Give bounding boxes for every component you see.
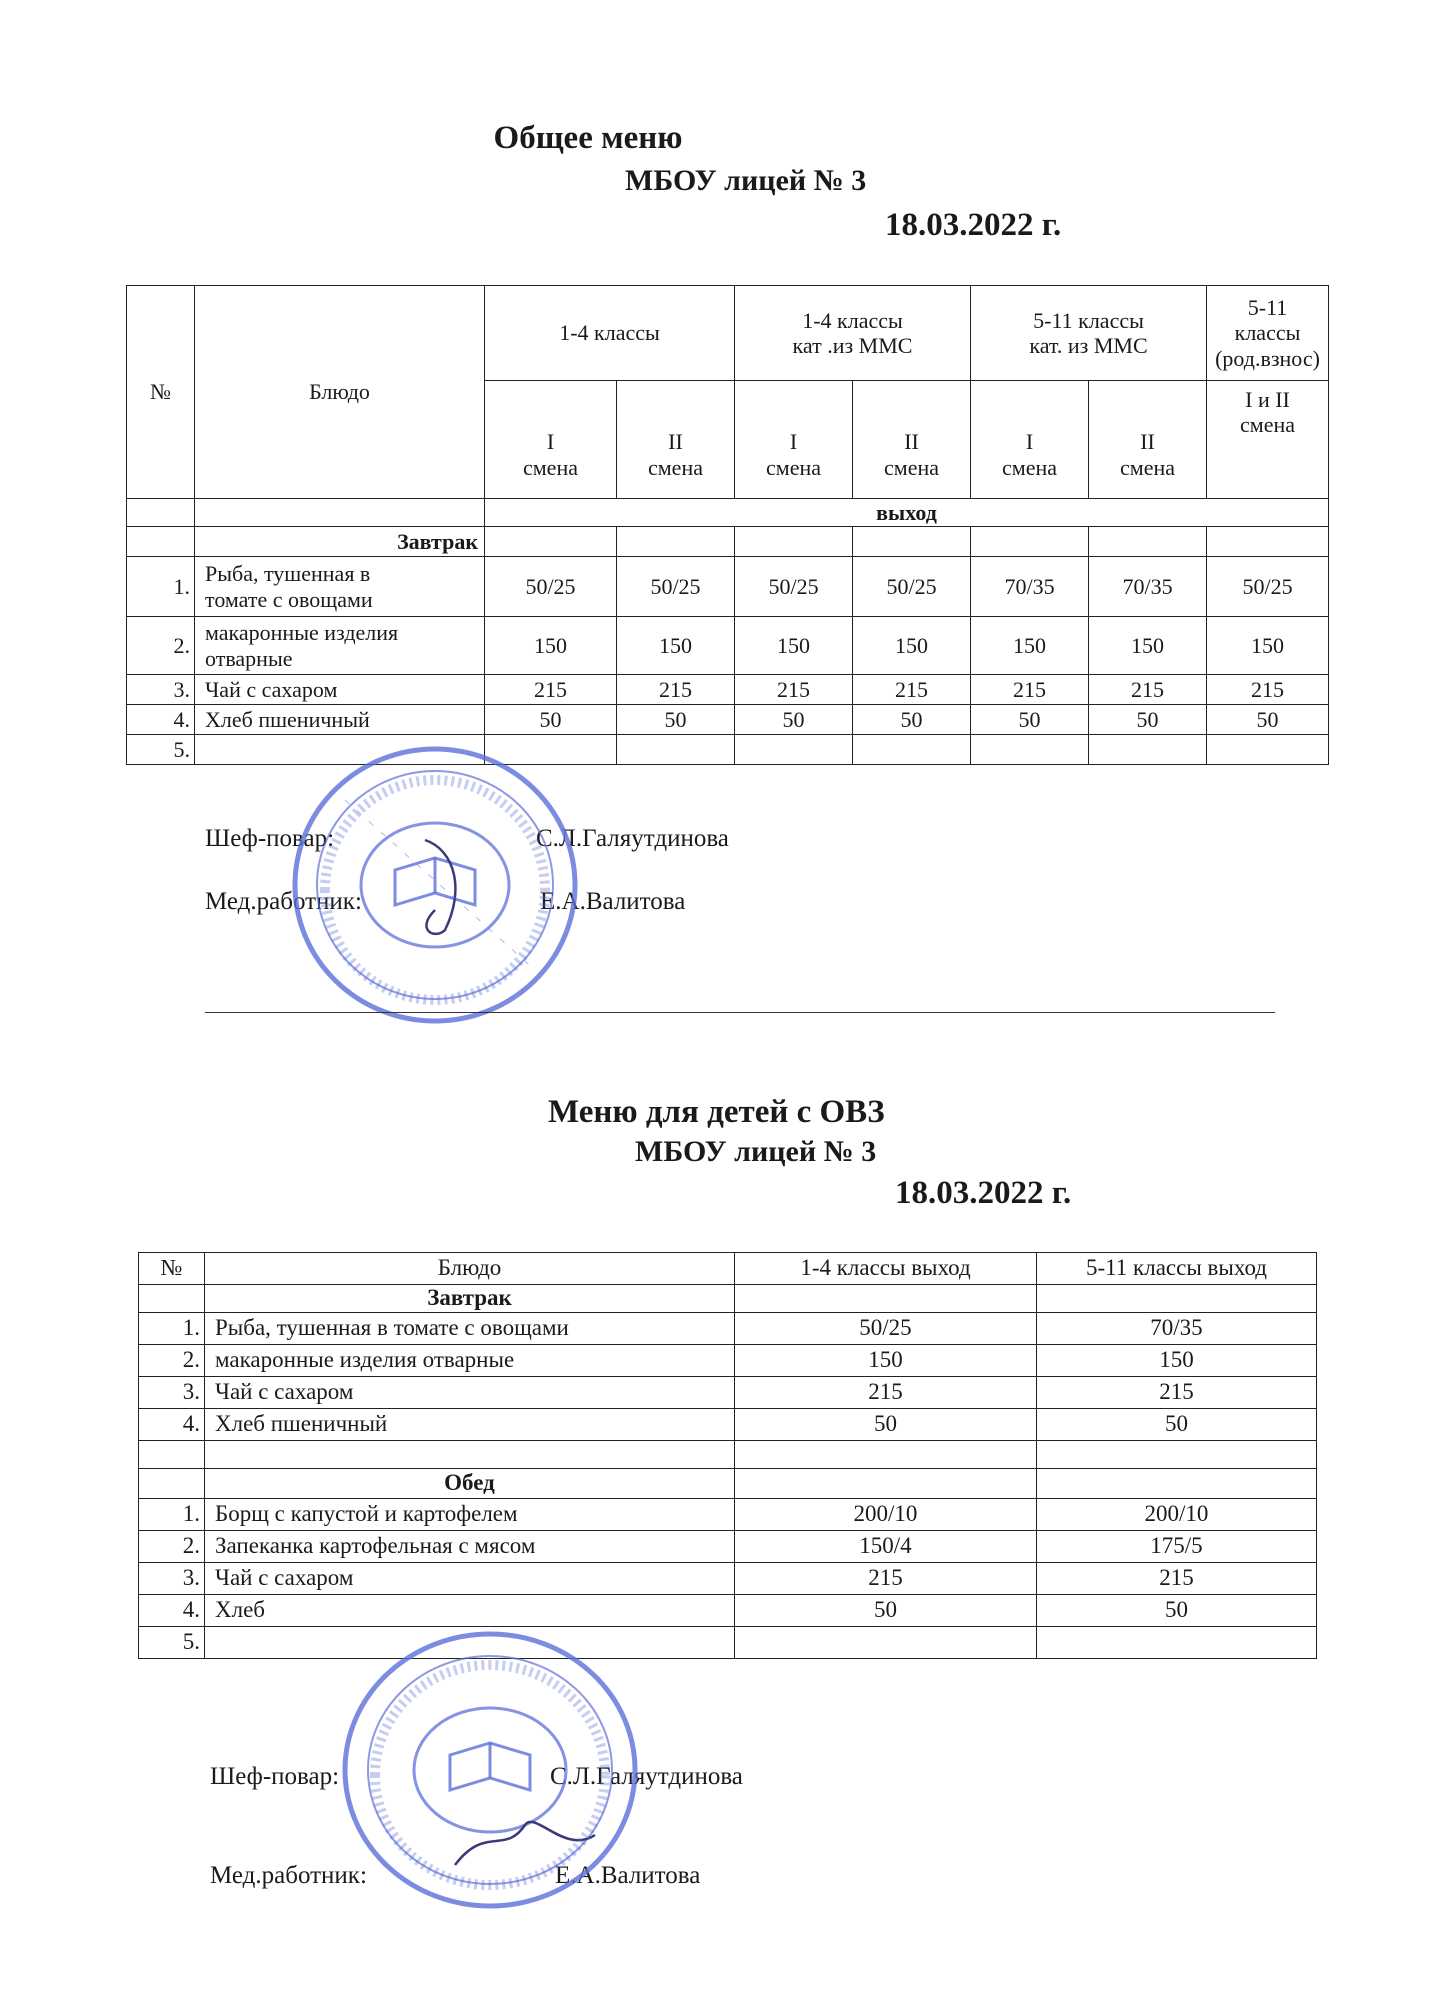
- ovz-meal-lunch: Обед: [205, 1469, 735, 1499]
- table-row: [127, 557, 1329, 617]
- row-value-2: 50: [1037, 1409, 1317, 1441]
- ovz-header-num: №: [139, 1253, 205, 1285]
- row-num: 3.: [127, 675, 195, 705]
- table-row: [139, 1499, 1317, 1531]
- table-row: [139, 1627, 1317, 1659]
- header-shift-both: I и II смена: [1207, 381, 1329, 499]
- row-value: 150: [1089, 617, 1207, 675]
- table-row: [139, 1345, 1317, 1377]
- meal-row: [139, 1285, 1317, 1313]
- meal-breakfast: Завтрак: [195, 527, 485, 557]
- row-value-2: [1037, 1627, 1317, 1659]
- row-value: 215: [735, 675, 853, 705]
- row-num: 4.: [139, 1409, 205, 1441]
- row-dish: макаронные изделия отварные: [195, 617, 485, 675]
- ovz-medic-name: Е.А.Валитова: [555, 1862, 701, 1889]
- table-row: [139, 1563, 1317, 1595]
- row-value: 215: [1207, 675, 1329, 705]
- row-value-1: 200/10: [735, 1499, 1037, 1531]
- ovz-header-dish: Блюдо: [205, 1253, 735, 1285]
- row-value: 50: [1207, 705, 1329, 735]
- row-value-1: [735, 1627, 1037, 1659]
- row-value: 50: [853, 705, 971, 735]
- chef-label: Шеф-повар:: [205, 825, 335, 852]
- header-shift-1: I смена: [971, 381, 1089, 499]
- row-dish: Чай с сахаром: [205, 1377, 735, 1409]
- row-value: 50: [485, 705, 617, 735]
- ovz-header-col1: 1-4 классы выход: [735, 1253, 1037, 1285]
- row-value: [971, 735, 1089, 765]
- row-num: 2.: [139, 1345, 205, 1377]
- row-value: 215: [485, 675, 617, 705]
- table-row: [139, 1409, 1317, 1441]
- row-value: [617, 735, 735, 765]
- header-shift-2: II смена: [617, 381, 735, 499]
- table-row: [127, 617, 1329, 675]
- table-row: [127, 675, 1329, 705]
- meal-row: [139, 1469, 1317, 1499]
- row-value: 215: [853, 675, 971, 705]
- page-title: Общее меню: [493, 120, 683, 156]
- row-value: 50/25: [485, 557, 617, 617]
- row-value: 150: [617, 617, 735, 675]
- empty-row: [139, 1441, 1317, 1469]
- ovz-title: Меню для детей с ОВЗ: [548, 1094, 885, 1130]
- general-menu-table: [126, 285, 1329, 765]
- row-value-2: 215: [1037, 1377, 1317, 1409]
- row-num: 1.: [127, 557, 195, 617]
- row-num: 4.: [127, 705, 195, 735]
- row-dish: Хлеб: [205, 1595, 735, 1627]
- medic-name: Е.А.Валитова: [540, 888, 686, 915]
- row-value: 50: [971, 705, 1089, 735]
- ovz-menu-date: 18.03.2022 г.: [895, 1175, 1072, 1211]
- header-group-2: 1-4 классы кат .из ММС: [735, 286, 971, 381]
- row-value-1: 215: [735, 1377, 1037, 1409]
- row-value-1: 150: [735, 1345, 1037, 1377]
- row-value: 215: [617, 675, 735, 705]
- row-dish: Хлеб пшеничный: [195, 705, 485, 735]
- row-dish: Запеканка картофельная с мясом: [205, 1531, 735, 1563]
- table-row: [139, 1595, 1317, 1627]
- row-value: 215: [1089, 675, 1207, 705]
- row-dish: Хлеб пшеничный: [205, 1409, 735, 1441]
- ovz-header-col2: 5-11 классы выход: [1037, 1253, 1317, 1285]
- row-value: 215: [971, 675, 1089, 705]
- row-value-2: 200/10: [1037, 1499, 1317, 1531]
- row-num: 5.: [127, 735, 195, 765]
- row-value: 150: [735, 617, 853, 675]
- header-group-1: 1-4 классы: [485, 286, 735, 381]
- chef-name: С.Л.Галяутдинова: [536, 825, 729, 852]
- row-value-2: 50: [1037, 1595, 1317, 1627]
- header-output: выход: [485, 499, 1329, 527]
- row-value: 50/25: [1207, 557, 1329, 617]
- row-num: 1.: [139, 1313, 205, 1345]
- row-num: 5.: [139, 1627, 205, 1659]
- row-num: 4.: [139, 1595, 205, 1627]
- row-value-1: 50/25: [735, 1313, 1037, 1345]
- row-value-2: 175/5: [1037, 1531, 1317, 1563]
- table-row: [139, 1313, 1317, 1345]
- table-row: [127, 705, 1329, 735]
- row-num: 3.: [139, 1563, 205, 1595]
- row-value: 50: [617, 705, 735, 735]
- row-value-1: 50: [735, 1595, 1037, 1627]
- row-value-1: 50: [735, 1409, 1037, 1441]
- header-dish: Блюдо: [195, 286, 485, 499]
- header-shift-1: I смена: [735, 381, 853, 499]
- row-value: 70/35: [1089, 557, 1207, 617]
- table-row: [139, 1377, 1317, 1409]
- table-row: [139, 1531, 1317, 1563]
- ovz-meal-breakfast: Завтрак: [205, 1285, 735, 1313]
- row-value: 150: [853, 617, 971, 675]
- ovz-menu-table: [138, 1252, 1317, 1659]
- row-dish: Чай с сахаром: [195, 675, 485, 705]
- row-value-1: 150/4: [735, 1531, 1037, 1563]
- row-dish: Рыба, тушенная в томате с овощами: [195, 557, 485, 617]
- row-num: 2.: [139, 1531, 205, 1563]
- row-value: 70/35: [971, 557, 1089, 617]
- school-name: МБОУ лицей № 3: [625, 164, 867, 197]
- header-group-3: 5-11 классы кат. из ММС: [971, 286, 1207, 381]
- row-value: [1089, 735, 1207, 765]
- school-stamp-2: [335, 1625, 645, 1915]
- medic-label: Мед.работник:: [205, 888, 362, 915]
- row-value-2: 70/35: [1037, 1313, 1317, 1345]
- header-num: №: [127, 286, 195, 499]
- school-stamp: [285, 740, 585, 1030]
- row-value: [1207, 735, 1329, 765]
- row-value-2: 215: [1037, 1563, 1317, 1595]
- row-value: 50/25: [735, 557, 853, 617]
- row-num: 3.: [139, 1377, 205, 1409]
- menu-date: 18.03.2022 г.: [885, 207, 1062, 243]
- row-value: 50: [1089, 705, 1207, 735]
- ovz-chef-name: С.Л.Галяутдинова: [550, 1763, 743, 1790]
- ovz-medic-label: Мед.работник:: [210, 1862, 367, 1889]
- row-value: 50/25: [853, 557, 971, 617]
- header-shift-1: I смена: [485, 381, 617, 499]
- row-value: 150: [971, 617, 1089, 675]
- row-dish: Рыба, тушенная в томате с овощами: [205, 1313, 735, 1345]
- row-value: 50/25: [617, 557, 735, 617]
- row-value: 50: [735, 705, 853, 735]
- row-value-2: 150: [1037, 1345, 1317, 1377]
- row-value: [853, 735, 971, 765]
- row-value: 150: [1207, 617, 1329, 675]
- header-shift-2: II смена: [853, 381, 971, 499]
- row-dish: Борщ с капустой и картофелем: [205, 1499, 735, 1531]
- row-value-1: 215: [735, 1563, 1037, 1595]
- row-dish: макаронные изделия отварные: [205, 1345, 735, 1377]
- row-num: 1.: [139, 1499, 205, 1531]
- header-group-4: 5-11 классы (род.взнос): [1207, 286, 1329, 381]
- row-value: [735, 735, 853, 765]
- ovz-chef-label: Шеф-повар:: [210, 1763, 340, 1790]
- section-divider: [205, 1012, 1275, 1013]
- row-num: 2.: [127, 617, 195, 675]
- row-dish: Чай с сахаром: [205, 1563, 735, 1595]
- ovz-school-name: МБОУ лицей № 3: [635, 1135, 877, 1168]
- row-value: 150: [485, 617, 617, 675]
- header-shift-2: II смена: [1089, 381, 1207, 499]
